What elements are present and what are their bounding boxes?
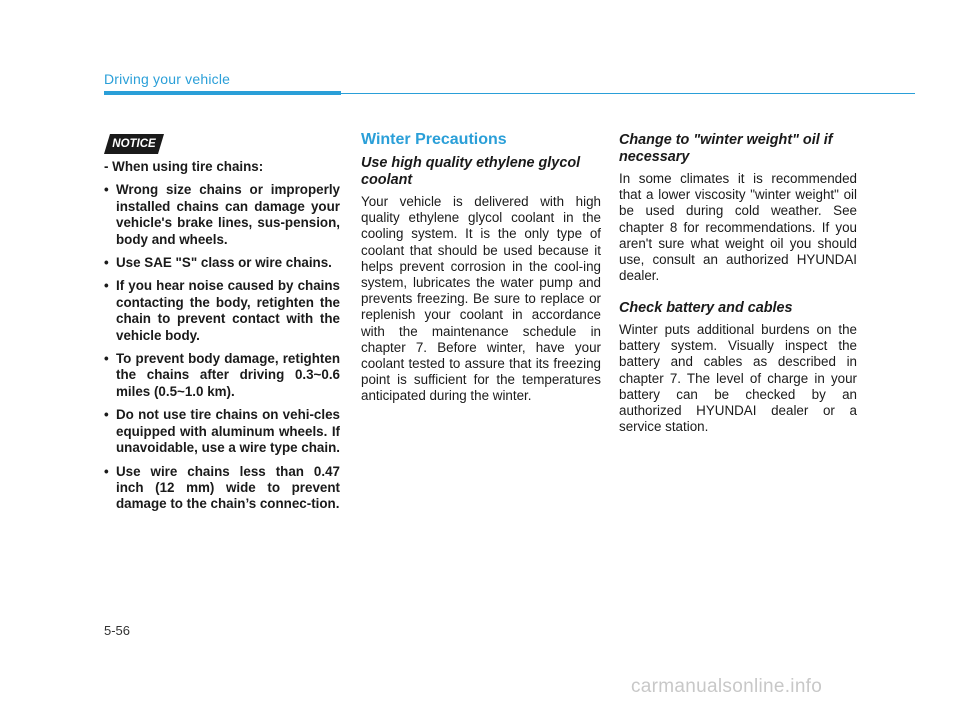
header-rule-thin: [341, 93, 915, 94]
coolant-body: Your vehicle is delivered with high quality ethylene glycol coolant in the cooling system. It is the only type of coolant that should be used because it helps prevent corrosion in the cool-ing system, lubricates the water pump and prevents freezing. Be sure to replace or replenish your coolant in accordance with the maintenance schedule in chapter 7. Before winter, have your coolant tested to assure that its freezing point is sufficient for the temperatures anticipated during the winter.: [361, 194, 601, 404]
watermark: carmanualsonline.info: [631, 676, 823, 697]
notice-bullet-4: • To prevent body damage, retighten the chains after driving 0.3~0.6 miles (0.5~1.0 km).: [104, 351, 340, 400]
notice-bullet-2: • Use SAE "S" class or wire chains.: [104, 255, 340, 271]
page-number: 5-56: [104, 623, 131, 638]
oil-heading: Change to "winter weight" oil if necessary: [619, 132, 833, 165]
section-title: Winter Precautions: [361, 131, 507, 148]
oil-body: In some climates it is recommended that a lower viscosity "winter weight" oil be used during cold weather. See chapter 8 for recommendations. If you aren't sure what weight oil you should use, consult an authorized HYUNDAI dealer.: [619, 171, 857, 284]
header-title: Driving your vehicle: [104, 71, 231, 87]
coolant-heading: Use high quality ethylene glycol coolant: [361, 155, 581, 188]
battery-body: Winter puts additional burdens on the battery system. Visually inspect the battery and cables as described in chapter 7. The level of charge in your battery can be checked by an authorized HYUNDAI dealer or a service station.: [619, 322, 857, 435]
notice-bullet-1: • Wrong size chains or improperly installed chains can damage your vehicle's brake lines, sus-pension, body and wheels.: [104, 182, 340, 248]
notice-bullet-3: • If you hear noise caused by chains contacting the body, retighten the chain to prevent contact with the vehicle body.: [104, 278, 340, 344]
coolant-section: [361, 155, 601, 405]
header-rule-thick: [104, 91, 341, 95]
notice-intro: - When using tire chains:: [104, 159, 264, 174]
notice-badge: [104, 134, 164, 154]
notice-label: NOTICE: [112, 138, 156, 150]
oil-section: [619, 132, 857, 284]
notice-bullet-list: [104, 182, 340, 512]
tire-chain-notice: [104, 159, 340, 520]
notice-bullet-6: • Use wire chains less than 0.47 inch (12 mm) wide to prevent damage to the chain’s connec-tion.: [104, 464, 340, 513]
notice-bullet-5: • Do not use tire chains on vehi-cles equipped with aluminum wheels. If unavoidable, use a wire type chain.: [104, 407, 340, 456]
battery-section: [619, 300, 857, 435]
battery-heading: Check battery and cables: [619, 300, 793, 316]
